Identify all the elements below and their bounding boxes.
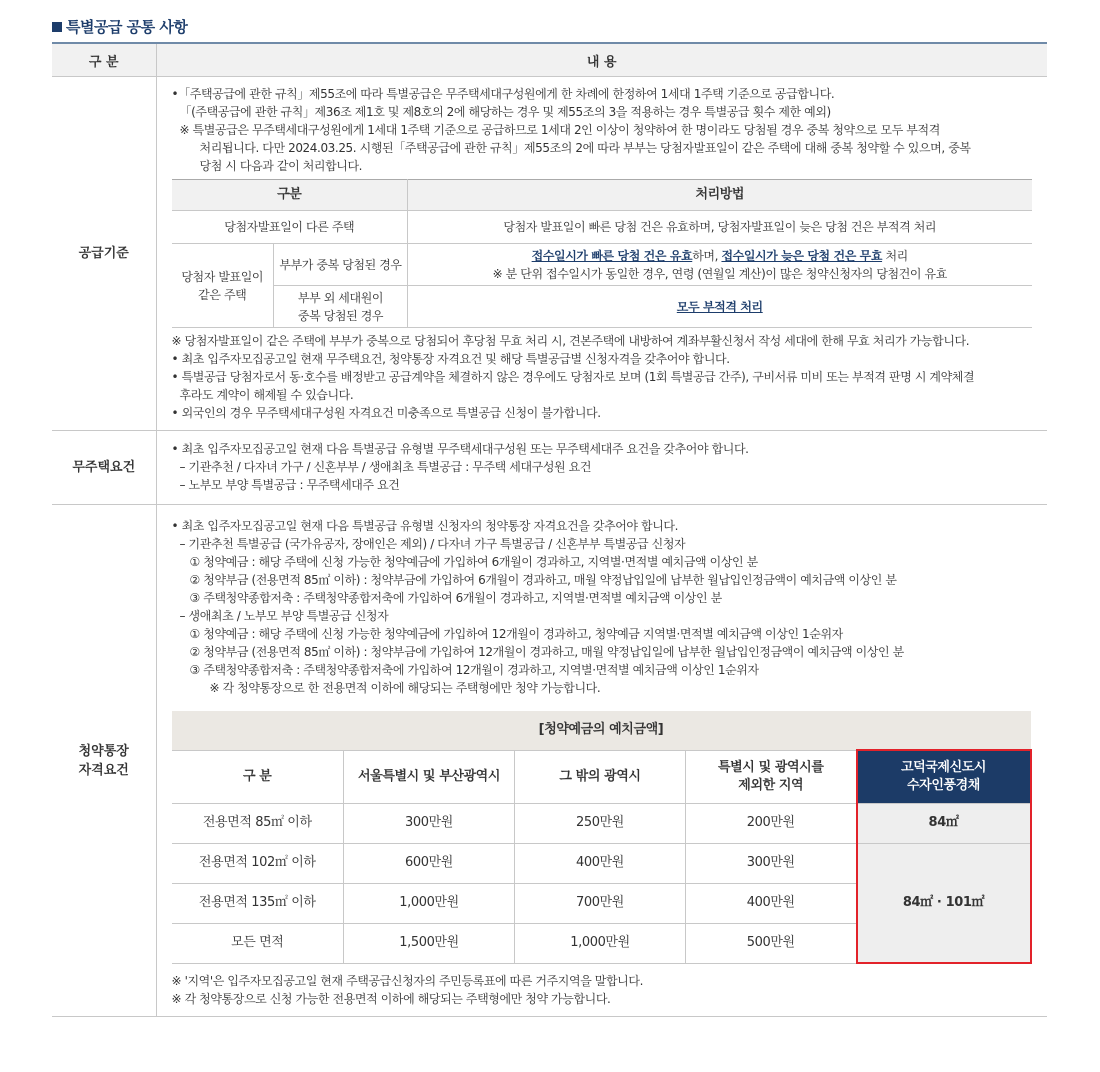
- deposit-cell: 1,000만원: [344, 883, 515, 923]
- deposit-cell: 500만원: [686, 923, 857, 963]
- deposit-header: 서울특별시 및 부산광역시: [344, 750, 515, 803]
- dup-row1-method: 당첨자 발표일이 빠른 당첨 건은 유효하며, 당첨자발표일이 늦은 당첨 건은 부적격 처리: [408, 211, 1032, 244]
- supply-intro-line: 「(주택공급에 관한 규칙」제36조 제1호 및 제8호의 2에 해당하는 경우 및 제55조의 3을 적용하는 경우 특별공급 횟수 제한 예외): [179, 105, 831, 119]
- account-line: • 최초 입주자모집공고일 현재 다음 특별공급 유형별 신청자의 청약통장 자격요건을 갖추어야 합니다.: [171, 519, 679, 533]
- deposit-cell: 300만원: [344, 803, 515, 843]
- supply-intro-line: •「주택공급에 관한 규칙」제55조에 따라 특별공급은 무주택세대구성원에게 한 차례에 한정하여 1세대 1주택 기준으로 공급합니다.: [171, 87, 835, 101]
- supply-intro-line: 처리됩니다. 다만 2024.03.25. 시행된「주택공급에 관한 규칙」제55조의 2에 따라 부부는 당첨자발표일이 같은 주택에 대해 중복 청약할 수 있으며, 중복: [199, 141, 971, 155]
- dup-row2-mid: 하며,: [692, 248, 722, 263]
- dup-row2-method: [408, 244, 1032, 286]
- dup-row3-method-text: 모두 부적격 처리: [676, 299, 763, 314]
- row-nohouse-content: [156, 431, 1047, 505]
- deposit-cell: 전용면적 102㎡ 이하: [172, 843, 344, 883]
- deposit-header-highlight: 고덕국제신도시 수자인풍경채: [857, 750, 1031, 803]
- account-line: ③ 주택청약종합저축 : 주택청약종합저축에 가입하여 6개월이 경과하고, 지역별·면적별 예치금액 이상인 분: [189, 591, 722, 605]
- row-supply-content: [156, 77, 1047, 431]
- dup-row3-method: [408, 286, 1032, 328]
- deposit-cell: 1,500만원: [344, 923, 515, 963]
- dup-row2-category: 부부가 중복 당첨된 경우: [274, 244, 408, 286]
- dup-row3-category: 부부 외 세대원이 중복 당첨된 경우: [274, 286, 408, 328]
- supply-note-line: • 외국인의 경우 무주택세대구성원 자격요건 미충족으로 특별공급 신청이 불가합니다.: [171, 406, 601, 420]
- deposit-header: 구 분: [172, 750, 344, 803]
- deposit-row: [172, 803, 1031, 843]
- supply-note-line: • 특별공급 당첨자로서 동·호수를 배정받고 공급계약을 체결하지 않은 경우에도 당첨자로 보며 (1회 특별공급 간주), 구비서류 미비 또는 부적격 판명 시 계약체결: [171, 370, 975, 384]
- dup-header-category: 구분: [172, 180, 408, 211]
- supply-note-line: • 최초 입주자모집공고일 현재 무주택요건, 청약통장 자격요건 및 해당 특별공급별 신청자격을 갖추어야 합니다.: [171, 352, 730, 366]
- row-account-label: 청약통장 자격요건: [52, 505, 156, 1017]
- deposit-table: [172, 711, 1032, 964]
- deposit-cell: 250만원: [515, 803, 686, 843]
- supply-intro-line: ※ 특별공급은 무주택세대구성원에게 1세대 1주택 기준으로 공급하므로 1세대 2인 이상이 청약하여 한 명이라도 당첨될 경우 중복 청약으로 모두 부적격: [179, 123, 940, 137]
- deposit-cell: 1,000만원: [515, 923, 686, 963]
- dup-row2-invalid: 접수일시가 늦은 당첨 건은 무효: [721, 248, 883, 263]
- supply-note-line: ※ 당첨자발표일이 같은 주택에 부부가 중복으로 당첨되어 후당첨 무효 처리 시, 견본주택에 내방하여 계좌부활신청서 작성 세대에 한해 무효 처리가 가능합니다.: [171, 334, 970, 348]
- account-footnote: ※ 각 청약통장으로 신청 가능한 전용면적 이하에 해당되는 주택형에만 청약 가능합니다.: [171, 992, 611, 1006]
- nohouse-line: – 노부모 부양 특별공급 : 무주택세대주 요건: [179, 478, 400, 492]
- section-title-text: 특별공급 공통 사항: [66, 18, 188, 36]
- dup-header-method: 처리방법: [408, 180, 1032, 211]
- table-header-row: [52, 43, 1047, 77]
- account-line: ② 청약부금 (전용면적 85㎡ 이하) : 청약부금에 가입하여 6개월이 경과하고, 매월 약정납입일에 납부한 월납입인정금액이 예치금액 이상인 분: [189, 573, 897, 587]
- supply-note-line: 후라도 계약이 해제될 수 있습니다.: [179, 388, 354, 402]
- deposit-header: 그 밖의 광역시: [515, 750, 686, 803]
- deposit-cell: 700만원: [515, 883, 686, 923]
- deposit-highlight-84: 84㎡: [857, 803, 1031, 843]
- dup-row2-valid: 접수일시가 빠른 당첨 건은 유효: [531, 248, 693, 263]
- common-matters-table: [52, 42, 1047, 1017]
- nohouse-line: – 기관추천 / 다자녀 가구 / 신혼부부 / 생애최초 특별공급 : 무주택 세대구성원 요건: [179, 460, 592, 474]
- account-line: ① 청약예금 : 해당 주택에 신청 가능한 청약예금에 가입하여 12개월이 경과하고, 청약예금 지역별·면적별 예치금액 이상인 1순위자: [189, 627, 843, 641]
- deposit-caption: [청약예금의 예치금액]: [172, 711, 1031, 750]
- deposit-cell: 200만원: [686, 803, 857, 843]
- dup-row2-end: 처리: [882, 248, 908, 263]
- deposit-cell: 300만원: [686, 843, 857, 883]
- dup-row2-note: ※ 분 단위 접수일시가 동일한 경우, 연령 (연월일 계산)이 많은 청약신청자의 당첨건이 유효: [492, 266, 947, 281]
- deposit-cell: 400만원: [686, 883, 857, 923]
- dup-row1-category: 당첨자발표일이 다른 주택: [172, 211, 408, 244]
- supply-intro-line: 당첨 시 다음과 같이 처리합니다.: [199, 159, 363, 173]
- row-supply: [52, 77, 1047, 431]
- account-line: ① 청약예금 : 해당 주택에 신청 가능한 청약예금에 가입하여 6개월이 경과하고, 지역별·면적별 예치금액 이상인 분: [189, 555, 758, 569]
- deposit-cell: 전용면적 135㎡ 이하: [172, 883, 344, 923]
- account-line: – 기관추천 특별공급 (국가유공자, 장애인은 제외) / 다자녀 가구 특별공급 / 신혼부부 특별공급 신청자: [179, 537, 686, 551]
- nohouse-line: • 최초 입주자모집공고일 현재 다음 특별공급 유형별 무주택세대구성원 또는 무주택세대주 요건을 갖추어야 합니다.: [171, 442, 749, 456]
- row-nohouse-label: 무주택요건: [52, 431, 156, 505]
- dup-group-label: 당첨자 발표일이 같은 주택: [172, 244, 274, 328]
- deposit-cell: 600만원: [344, 843, 515, 883]
- deposit-cell: 모든 면적: [172, 923, 344, 963]
- square-bullet-icon: [52, 22, 62, 32]
- duplicate-win-table: [172, 179, 1032, 328]
- row-supply-label: 공급기준: [52, 77, 156, 431]
- deposit-row: [172, 843, 1031, 883]
- deposit-highlight-84-101: 84㎡ · 101㎡: [857, 843, 1031, 963]
- deposit-cell: 400만원: [515, 843, 686, 883]
- header-content: 내 용: [156, 43, 1047, 77]
- row-account-content: [156, 505, 1047, 1017]
- deposit-header: 특별시 및 광역시를 제외한 지역: [686, 750, 857, 803]
- row-account: [52, 505, 1047, 1017]
- account-line: ③ 주택청약종합저축 : 주택청약종합저축에 가입하여 12개월이 경과하고, 지역별·면적별 예치금액 이상인 1순위자: [189, 663, 759, 677]
- account-line: ※ 각 청약통장으로 한 전용면적 이하에 해당되는 주택형에만 청약 가능합니다.: [209, 681, 601, 695]
- header-category: 구 분: [52, 43, 156, 77]
- account-footnote: ※ '지역'은 입주자모집공고일 현재 주택공급신청자의 주민등록표에 따른 거주지역을 말합니다.: [171, 974, 643, 988]
- account-line: – 생애최초 / 노부모 부양 특별공급 신청자: [179, 609, 389, 623]
- deposit-cell: 전용면적 85㎡ 이하: [172, 803, 344, 843]
- section-title: [52, 16, 187, 37]
- account-line: ② 청약부금 (전용면적 85㎡ 이하) : 청약부금에 가입하여 12개월이 경과하고, 매월 약정납입일에 납부한 월납입인정금액이 예치금액 이상인 분: [189, 645, 904, 659]
- row-nohouse: [52, 431, 1047, 505]
